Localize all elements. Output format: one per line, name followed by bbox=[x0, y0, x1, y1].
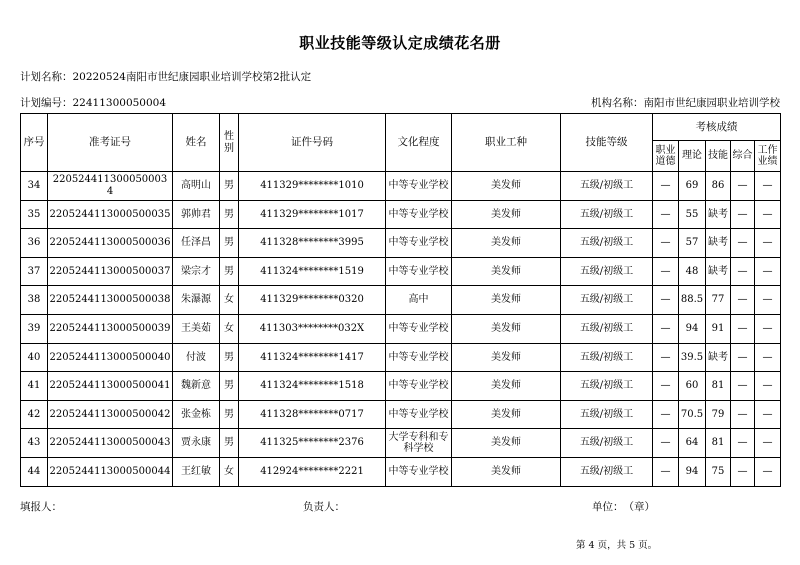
cell-gender: 女 bbox=[220, 286, 239, 315]
cell-ethics: — bbox=[653, 372, 679, 401]
cell-ethics: — bbox=[653, 457, 679, 486]
cell-skill: 缺考 bbox=[706, 200, 731, 229]
cell-comprehensive: — bbox=[731, 343, 755, 372]
cell-job: 美发师 bbox=[452, 286, 561, 315]
cell-ethics: — bbox=[653, 400, 679, 429]
cell-ethics: — bbox=[653, 200, 679, 229]
cell-level: 五级/初级工 bbox=[561, 200, 653, 229]
cell-theory: 69 bbox=[679, 172, 706, 201]
cell-job: 美发师 bbox=[452, 257, 561, 286]
cell-comprehensive: — bbox=[731, 314, 755, 343]
table-row bbox=[21, 286, 781, 315]
filler-label: 填报人： bbox=[20, 501, 62, 513]
cell-theory: 55 bbox=[679, 200, 706, 229]
table-row bbox=[21, 200, 781, 229]
cell-skill: 91 bbox=[706, 314, 731, 343]
cell-level: 五级/初级工 bbox=[561, 429, 653, 458]
cell-education: 中等专业学校 bbox=[386, 457, 452, 486]
cell-level: 五级/初级工 bbox=[561, 314, 653, 343]
cell-comprehensive: — bbox=[731, 429, 755, 458]
cell-seq: 42 bbox=[21, 400, 48, 429]
cell-education: 中等专业学校 bbox=[386, 372, 452, 401]
cell-education: 中等专业学校 bbox=[386, 229, 452, 258]
header-level: 技能等级 bbox=[561, 114, 653, 172]
cell-gender: 男 bbox=[220, 429, 239, 458]
cell-gender: 男 bbox=[220, 172, 239, 201]
cell-ethics: — bbox=[653, 343, 679, 372]
cell-skill: 81 bbox=[706, 372, 731, 401]
cell-ticket: 2205244113000500035 bbox=[48, 200, 173, 229]
cell-ticket: 2205244113000500039 bbox=[48, 314, 173, 343]
cell-name: 贾永康 bbox=[173, 429, 220, 458]
header-gender: 性别 bbox=[220, 114, 239, 172]
plan-code: 计划编号：22411300050004 bbox=[20, 97, 167, 109]
cell-skill: 75 bbox=[706, 457, 731, 486]
cell-work: — bbox=[755, 372, 781, 401]
cell-id: 411328********3995 bbox=[239, 229, 386, 258]
cell-comprehensive: — bbox=[731, 400, 755, 429]
cell-education: 高中 bbox=[386, 286, 452, 315]
header-ticket: 准考证号 bbox=[48, 114, 173, 172]
cell-theory: 39.5 bbox=[679, 343, 706, 372]
cell-education: 中等专业学校 bbox=[386, 314, 452, 343]
cell-job: 美发师 bbox=[452, 229, 561, 258]
cell-seq: 43 bbox=[21, 429, 48, 458]
cell-seq: 44 bbox=[21, 457, 48, 486]
cell-seq: 38 bbox=[21, 286, 48, 315]
cell-education: 中等专业学校 bbox=[386, 200, 452, 229]
cell-name: 王美茹 bbox=[173, 314, 220, 343]
cell-name: 张金栋 bbox=[173, 400, 220, 429]
cell-theory: 88.5 bbox=[679, 286, 706, 315]
cell-gender: 女 bbox=[220, 457, 239, 486]
cell-skill: 81 bbox=[706, 429, 731, 458]
cell-job: 美发师 bbox=[452, 457, 561, 486]
cell-theory: 48 bbox=[679, 257, 706, 286]
cell-comprehensive: — bbox=[731, 457, 755, 486]
cell-job: 美发师 bbox=[452, 200, 561, 229]
cell-skill: 缺考 bbox=[706, 229, 731, 258]
cell-name: 高明山 bbox=[173, 172, 220, 201]
cell-id: 411324********1417 bbox=[239, 343, 386, 372]
header-scores: 考核成绩 bbox=[653, 114, 781, 141]
header-education: 文化程度 bbox=[386, 114, 452, 172]
cell-name: 梁宗才 bbox=[173, 257, 220, 286]
cell-level: 五级/初级工 bbox=[561, 257, 653, 286]
cell-seq: 35 bbox=[21, 200, 48, 229]
cell-job: 美发师 bbox=[452, 429, 561, 458]
cell-education: 中等专业学校 bbox=[386, 400, 452, 429]
cell-work: — bbox=[755, 200, 781, 229]
header-id: 证件号码 bbox=[239, 114, 386, 172]
cell-comprehensive: — bbox=[731, 372, 755, 401]
cell-theory: 70.5 bbox=[679, 400, 706, 429]
cell-job: 美发师 bbox=[452, 314, 561, 343]
cell-id: 411329********1010 bbox=[239, 172, 386, 201]
cell-gender: 男 bbox=[220, 343, 239, 372]
cell-level: 五级/初级工 bbox=[561, 457, 653, 486]
cell-name: 任泽昌 bbox=[173, 229, 220, 258]
cell-ethics: — bbox=[653, 257, 679, 286]
cell-level: 五级/初级工 bbox=[561, 400, 653, 429]
cell-work: — bbox=[755, 286, 781, 315]
cell-name: 魏新意 bbox=[173, 372, 220, 401]
cell-level: 五级/初级工 bbox=[561, 172, 653, 201]
table-row bbox=[21, 400, 781, 429]
cell-seq: 34 bbox=[21, 172, 48, 201]
cell-gender: 男 bbox=[220, 400, 239, 429]
cell-theory: 94 bbox=[679, 314, 706, 343]
responsible-label: 负责人： bbox=[303, 501, 345, 513]
cell-ticket: 2205244113000500042 bbox=[48, 400, 173, 429]
cell-theory: 60 bbox=[679, 372, 706, 401]
cell-education: 大学专科和专科学校 bbox=[386, 429, 452, 458]
cell-work: — bbox=[755, 314, 781, 343]
cell-id: 411303********032X bbox=[239, 314, 386, 343]
cell-job: 美发师 bbox=[452, 343, 561, 372]
cell-name: 王红敏 bbox=[173, 457, 220, 486]
cell-ethics: — bbox=[653, 429, 679, 458]
cell-ticket: 2205244113000500044 bbox=[48, 457, 173, 486]
cell-id: 411324********1518 bbox=[239, 372, 386, 401]
score-table bbox=[20, 113, 781, 487]
cell-work: — bbox=[755, 429, 781, 458]
cell-id: 411325********2376 bbox=[239, 429, 386, 458]
table-row bbox=[21, 172, 781, 201]
header-job: 职业工种 bbox=[452, 114, 561, 172]
cell-id: 411324********1519 bbox=[239, 257, 386, 286]
cell-id: 411329********1017 bbox=[239, 200, 386, 229]
cell-name: 朱瀑源 bbox=[173, 286, 220, 315]
table-row bbox=[21, 429, 781, 458]
cell-level: 五级/初级工 bbox=[561, 372, 653, 401]
cell-gender: 男 bbox=[220, 257, 239, 286]
cell-job: 美发师 bbox=[452, 172, 561, 201]
cell-comprehensive: — bbox=[731, 229, 755, 258]
cell-seq: 40 bbox=[21, 343, 48, 372]
cell-level: 五级/初级工 bbox=[561, 286, 653, 315]
cell-job: 美发师 bbox=[452, 400, 561, 429]
cell-name: 付波 bbox=[173, 343, 220, 372]
document-title: 职业技能等级认定成绩花名册 bbox=[299, 34, 501, 52]
header-work: 工作业绩 bbox=[755, 141, 781, 172]
cell-comprehensive: — bbox=[731, 257, 755, 286]
cell-skill: 缺考 bbox=[706, 257, 731, 286]
cell-work: — bbox=[755, 172, 781, 201]
table-row bbox=[21, 314, 781, 343]
cell-ethics: — bbox=[653, 229, 679, 258]
header-comprehensive: 综合 bbox=[731, 141, 755, 172]
cell-skill: 缺考 bbox=[706, 343, 731, 372]
cell-ticket: 2205244113000500043 bbox=[48, 429, 173, 458]
unit-label: 单位： （章） bbox=[592, 501, 655, 513]
cell-id: 411328********0717 bbox=[239, 400, 386, 429]
cell-ethics: — bbox=[653, 286, 679, 315]
cell-ticket: 2205244113000500041 bbox=[48, 372, 173, 401]
cell-id: 411329********0320 bbox=[239, 286, 386, 315]
page-number: 第 4 页，共 5 页。 bbox=[576, 540, 658, 551]
cell-ticket: 2205244113000500038 bbox=[48, 286, 173, 315]
cell-id: 412924********2221 bbox=[239, 457, 386, 486]
cell-seq: 37 bbox=[21, 257, 48, 286]
cell-job: 美发师 bbox=[452, 372, 561, 401]
table-row bbox=[21, 372, 781, 401]
organization-name: 机构名称：南阳市世纪康园职业培训学校 bbox=[591, 97, 780, 109]
cell-work: — bbox=[755, 257, 781, 286]
cell-ticket: 2205244113000500037 bbox=[48, 257, 173, 286]
header-name: 姓名 bbox=[173, 114, 220, 172]
cell-skill: 86 bbox=[706, 172, 731, 201]
cell-name: 郭帅君 bbox=[173, 200, 220, 229]
cell-ticket: 2205244113000500036 bbox=[48, 229, 173, 258]
header-theory: 理论 bbox=[679, 141, 706, 172]
cell-gender: 女 bbox=[220, 314, 239, 343]
cell-education: 中等专业学校 bbox=[386, 257, 452, 286]
cell-gender: 男 bbox=[220, 200, 239, 229]
cell-level: 五级/初级工 bbox=[561, 343, 653, 372]
table-row bbox=[21, 457, 781, 486]
cell-theory: 57 bbox=[679, 229, 706, 258]
plan-name: 计划名称：20220524南阳市世纪康园职业培训学校第2批认定 bbox=[20, 71, 312, 83]
cell-skill: 79 bbox=[706, 400, 731, 429]
cell-skill: 77 bbox=[706, 286, 731, 315]
cell-theory: 94 bbox=[679, 457, 706, 486]
cell-gender: 男 bbox=[220, 229, 239, 258]
cell-ethics: — bbox=[653, 314, 679, 343]
cell-comprehensive: — bbox=[731, 286, 755, 315]
cell-seq: 36 bbox=[21, 229, 48, 258]
cell-seq: 39 bbox=[21, 314, 48, 343]
cell-ethics: — bbox=[653, 172, 679, 201]
cell-education: 中等专业学校 bbox=[386, 172, 452, 201]
cell-ticket: 2205244113000500040 bbox=[48, 343, 173, 372]
cell-work: — bbox=[755, 457, 781, 486]
cell-education: 中等专业学校 bbox=[386, 343, 452, 372]
cell-work: — bbox=[755, 343, 781, 372]
cell-ticket: 220524411300050003 4 bbox=[48, 172, 173, 201]
table-row bbox=[21, 257, 781, 286]
cell-comprehensive: — bbox=[731, 200, 755, 229]
cell-gender: 男 bbox=[220, 372, 239, 401]
cell-level: 五级/初级工 bbox=[561, 229, 653, 258]
cell-seq: 41 bbox=[21, 372, 48, 401]
cell-theory: 64 bbox=[679, 429, 706, 458]
table-row bbox=[21, 343, 781, 372]
cell-work: — bbox=[755, 400, 781, 429]
header-skill: 技能 bbox=[706, 141, 731, 172]
header-seq: 序号 bbox=[21, 114, 48, 172]
header-ethics: 职业道德 bbox=[653, 141, 679, 172]
cell-work: — bbox=[755, 229, 781, 258]
cell-comprehensive: — bbox=[731, 172, 755, 201]
table-row bbox=[21, 229, 781, 258]
